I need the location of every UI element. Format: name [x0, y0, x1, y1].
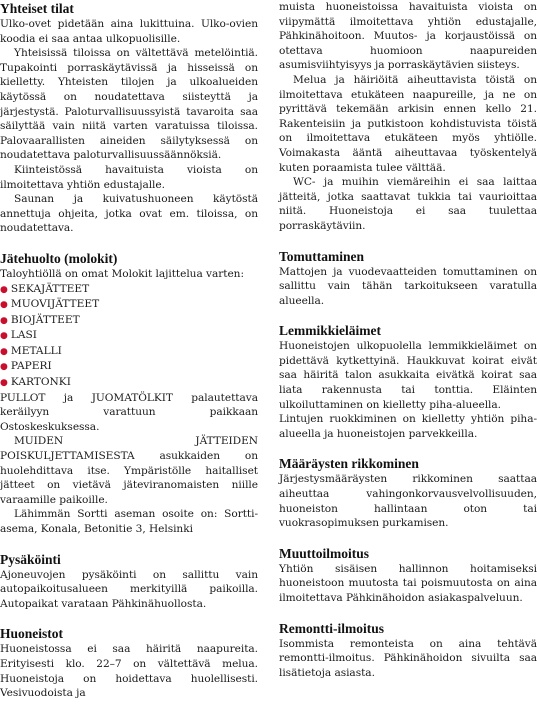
paragraph: Kiinteistössä havaituista vioista on ilmoitettava yhtiön edustajalle.: [0, 163, 258, 191]
paragraph: Isommista remonteista on aina tehtävä remontti-ilmoitus. Pähkinähoidon sivuilta saa lisätietoja asiasta.: [279, 637, 537, 679]
bullet-icon: ●: [0, 284, 8, 295]
bullet-icon: ●: [0, 362, 8, 373]
section-tomuttaminen: [279, 248, 537, 309]
paragraph: Järjestysmääräysten rikkominen saattaa aiheuttaa vahingonkorvausvelvollisuuden, huoneiston hallintaan oton tai vuokrasopimuksen purkamisen.: [279, 473, 537, 530]
section-pysakointi: [0, 551, 258, 612]
waste-list: [0, 282, 258, 391]
paragraph: Lähimmän Sortti aseman osoite on: Sortti-asema, Konala, Betonitie 3, Helsinki: [0, 508, 258, 535]
list-item: ● LASI: [0, 329, 37, 342]
bullet-icon: ●: [0, 315, 8, 326]
heading-huoneistot: Huoneistot: [0, 626, 64, 642]
section-jatehuolto: [0, 250, 258, 537]
heading-maaraysten-rikkominen: Määräysten rikkominen: [279, 456, 419, 472]
paragraph: Ulko-ovet pidetään aina lukittuina. Ulko-ovien koodia ei saa antaa ulkopuolisille.: [0, 18, 258, 45]
list-item: ● MUOVIJÄTTEET: [0, 298, 100, 311]
left-column: [0, 0, 258, 715]
right-column: [279, 0, 537, 694]
list-item: ● METALLI: [0, 344, 62, 357]
list-item: ● KARTONKI: [0, 376, 71, 389]
paragraph: muista huoneistoissa havaituista vioista on viipymättä ilmoitettava yhtiön edustajalle, Pähkinähoitoon. Muutos- ja korjaustöissä on otettava huomioon naapureiden asumisviihtyisyys ja porraskäytävien siisteys.: [279, 1, 537, 72]
bullet-icon: ●: [0, 346, 8, 357]
heading-tomuttaminen: Tomuttaminen: [279, 248, 365, 264]
paragraph: Yhtiön sisäisen hallinnon hoitamiseksi huoneistoon muutosta tai poismuutosta on aina ilmoitettava Pähkinähoidon asiakaspalveluun.: [279, 562, 537, 604]
section-huoneistot: [0, 625, 258, 700]
paragraph: Huoneistossa ei saa häiritä naapureita. Erityisesti klo. 22–7 on vältettävä melua. Huoneistoja on hoidettava huolellisesti. Vesivuodoista ja: [0, 643, 258, 700]
bullet-icon: ●: [0, 378, 8, 389]
heading-jatehuolto: Jätehuolto (molokit): [0, 250, 118, 266]
paragraph: Mattojen ja vuodevaatteiden tomuttaminen on sallittu vain tähän tarkoitukseen varatulla alueella.: [279, 265, 537, 307]
section-huoneistot-continued: [279, 0, 537, 234]
heading-pysakointi: Pysäköinti: [0, 551, 61, 567]
heading-remontti-ilmoitus: Remontti-ilmoitus: [279, 620, 384, 636]
heading-yhteiset-tilat: Yhteiset tilat: [0, 1, 74, 16]
paragraph: Lintujen ruokkiminen on kielletty yhtiön piha-alueella ja huoneistojen parvekkeilla.: [279, 413, 537, 440]
section-remontti-ilmoitus: [279, 620, 537, 681]
bullet-icon: ●: [0, 300, 8, 311]
list-item: ● SEKAJÄTTEET: [0, 282, 90, 295]
list-item: ● BIOJÄTTEET: [0, 313, 80, 326]
paragraph: PULLOT ja JUOMATÖLKIT palautettava keräilyyn varattuun paikkaan Ostoskeskuksessa.: [0, 391, 258, 433]
paragraph: Saunan ja kuivatushuoneen käytöstä annettuja ohjeita, jotka ovat em. tiloissa, on noudatettava.: [0, 193, 258, 235]
paragraph: Huoneistojen ulkopuolella lemmikkieläimet on pidettävä kytkettyinä. Haukkuvat koirat eivät saa häiritä talon asukkaita eivätkä koirat saa liata rakennusta tai tonttia. Eläinten ulkoiluttaminen on kielletty piha-alueella.: [279, 340, 537, 411]
list-item: ● PAPERI: [0, 360, 52, 373]
heading-muuttoilmoitus: Muuttoilmoitus: [279, 545, 370, 561]
paragraph: Yhteisissä tiloissa on vältettävä metelöintiä. Tupakointi porraskäytävissä ja hisseissä on kielletty. Yhteisten tilojen ja ulkoalueiden käytössä on noudatettava siisteyttä ja järjestystä. Paloturvallisuussyistä tavaroita saa säilyttää vain niitä varten varatuissa tiloissa. Palovaarallisten aineiden säilytyksessä on noudatettava paloturvallisuussäännöksiä.: [0, 47, 258, 162]
paragraph: Taloyhtiöllä on omat Molokit lajittelua varten:: [0, 267, 244, 280]
paragraph: Melua ja häiriöitä aiheuttavista töistä on ilmoitettava etukäteen naapureille, ja ne on pyrittävä tekemään arkisin ennen kello 21. Rakenteisiin ja putkistoon kohdistuvista töistä on ilmoitettava etukäteen myös yhtiölle. Voimakasta ääntä aiheuttavaa työskentelyä kuten poraamista tulee välttää.: [279, 73, 537, 174]
section-muuttoilmoitus: [279, 545, 537, 606]
section-lemmikkielaimet: [279, 322, 537, 441]
paragraph: Ajoneuvojen pysäköinti on sallittu vain autopaikoitusalueen merkityillä paikoilla. Autopaikat varataan Pähkinähuollosta.: [0, 568, 258, 610]
bullet-icon: ●: [0, 331, 8, 342]
heading-lemmikkielaimet: Lemmikkieläimet: [279, 323, 381, 339]
section-yhteiset-tilat: [0, 0, 258, 236]
paragraph: MUIDEN JÄTTEIDEN POISKULJETTAMISESTA asukkaiden on huolehdittava itse. Ympäristölle haitalliset jätteet on vietävä jäteviranomaisten niille varaamille paikoille.: [0, 435, 258, 506]
section-maaraysten-rikkominen: [279, 455, 537, 530]
paragraph: WC- ja muihin viemäreihin ei saa laittaa jätteitä, jotka saattavat tukkia tai vaurioittaa niitä. Huoneistoja ei saa tuulettaa porraskäytäviin.: [279, 176, 537, 232]
